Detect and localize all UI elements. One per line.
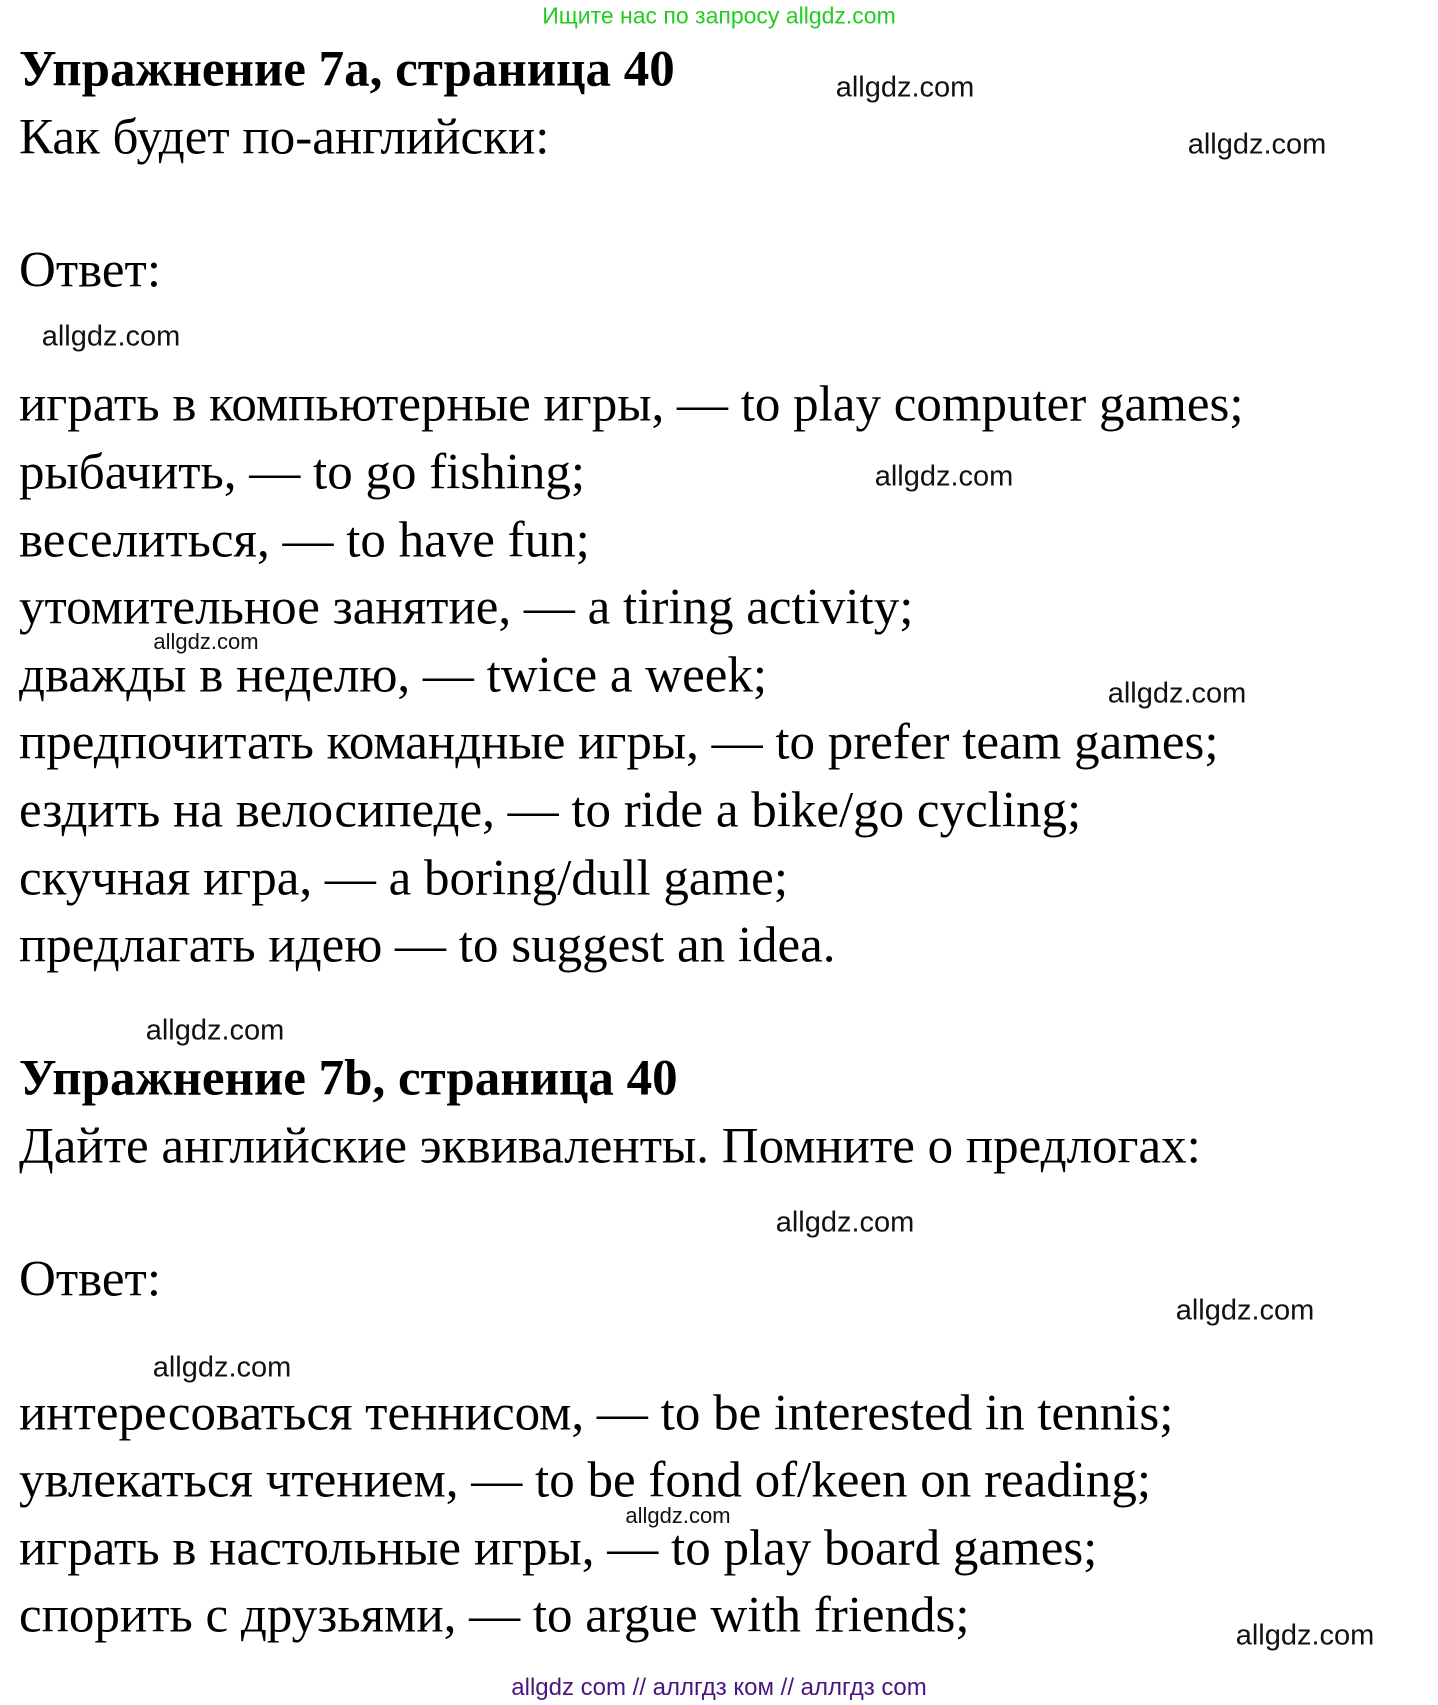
watermark: allgdz.com — [41, 320, 181, 353]
answer-line: веселиться, — to have fun; — [19, 512, 590, 569]
answer-line: играть в настольные игры, — to play board games; — [19, 1520, 1098, 1577]
footer-links: allgdz com // аллгдз ком // аллгдз com — [511, 1674, 927, 1701]
watermark: allgdz.com — [625, 1503, 731, 1528]
answer-line: дважды в неделю, — twice a week; — [19, 647, 768, 704]
answer-line: рыбачить, — to go fishing; — [19, 444, 586, 501]
answer-line: играть в компьютерные игры, — to play computer games; — [19, 376, 1244, 433]
exercise-7a-answer-label: Ответ: — [19, 242, 161, 299]
watermark: allgdz.com — [1107, 677, 1247, 710]
answer-line: интересоваться теннисом, — to be interested in tennis; — [19, 1385, 1174, 1442]
answer-line: ездить на велосипеде, — to ride a bike/go cycling; — [19, 782, 1082, 839]
exercise-7b-answer-label: Ответ: — [19, 1251, 161, 1308]
exercise-7a-task: Как будет по-английски: — [19, 109, 550, 166]
watermark: allgdz.com — [1187, 128, 1327, 161]
answer-line: скучная игра, — a boring/dull game; — [19, 850, 788, 907]
watermark: allgdz.com — [1175, 1294, 1315, 1327]
exercise-7b-title: Упражнение 7b, страница 40 — [19, 1050, 678, 1107]
answer-line: утомительное занятие, — a tiring activity; — [19, 579, 914, 636]
watermark: allgdz.com — [152, 1351, 292, 1384]
watermark: allgdz.com — [835, 71, 975, 104]
watermark: allgdz.com — [775, 1206, 915, 1239]
watermark: allgdz.com — [145, 1014, 285, 1047]
exercise-7a-title: Упражнение 7a, страница 40 — [19, 41, 675, 98]
answer-line: спорить с друзьями, — to argue with friends; — [19, 1587, 970, 1644]
search-banner: Ищите нас по запросу allgdz.com — [542, 2, 896, 29]
answer-line: предпочитать командные игры, — to prefer team games; — [19, 714, 1219, 771]
watermark: allgdz.com — [153, 629, 259, 654]
watermark: allgdz.com — [1235, 1619, 1375, 1652]
exercise-7b-task: Дайте английские эквиваленты. Помните о предлогах: — [19, 1118, 1201, 1175]
answer-line: предлагать идею — to suggest an idea. — [19, 917, 836, 974]
watermark: allgdz.com — [874, 460, 1014, 493]
answer-line: увлекаться чтением, — to be fond of/keen on reading; — [19, 1452, 1152, 1509]
